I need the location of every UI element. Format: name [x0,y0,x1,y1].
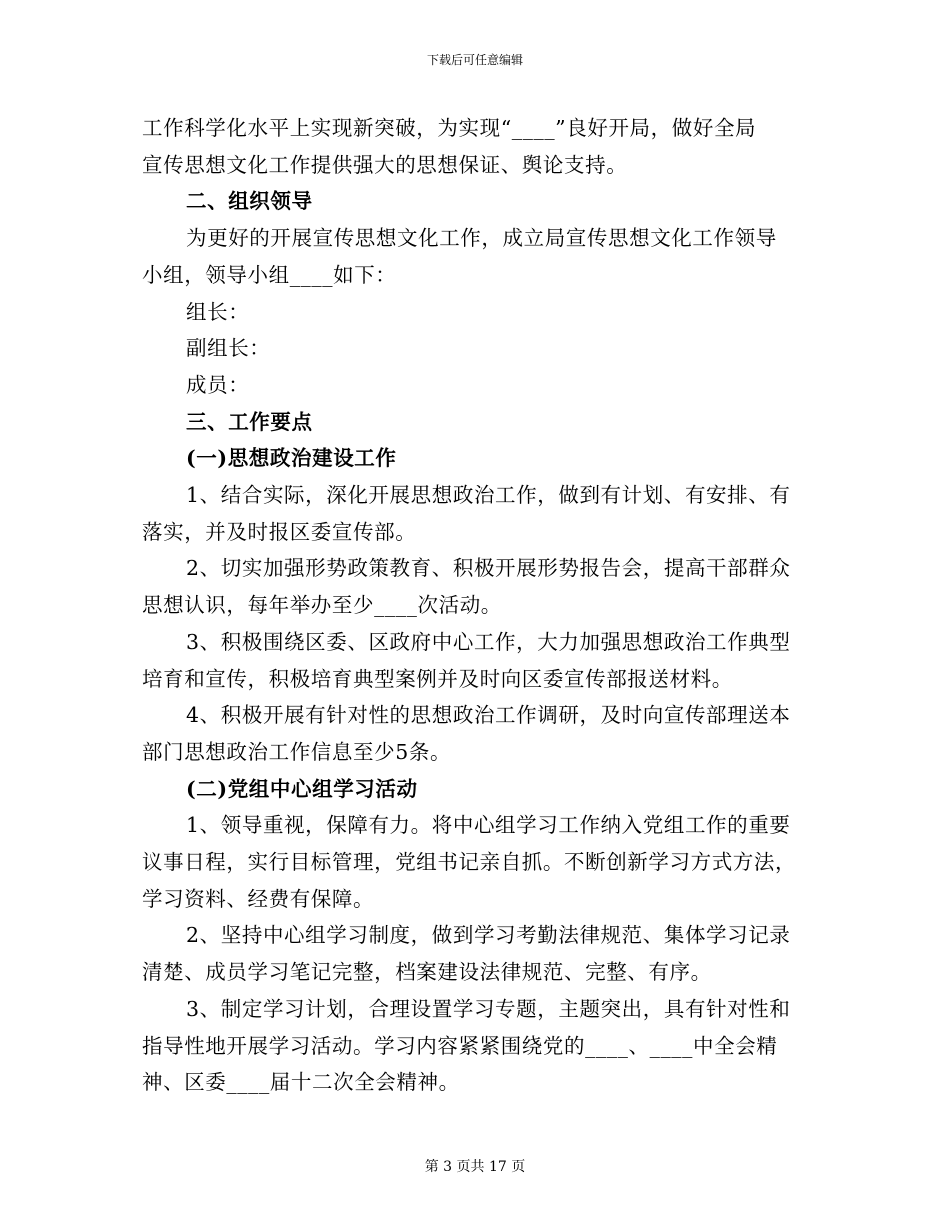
page-number-footer: 第 3 页共 17 页 [424,1159,526,1175]
paragraph-line: 为更好的开展宣传思想文化工作，成立局宣传思想文化工作领导 [186,226,777,251]
members-line: 成员： [186,372,250,397]
paragraph-line: 1、结合实际，深化开展思想政治工作，做到有计划、有安排、有 [186,483,791,508]
paragraph-line: 工作科学化水平上实现新突破，为实现“____”良好开局，做好全局 [142,116,757,140]
paragraph-line: 部门思想政治工作信息至少5条。 [142,739,452,764]
section-heading: 二、组织领导 [186,189,313,214]
paragraph-line: 3、制定学习计划，合理设置学习专题，主题突出，具有针对性和 [186,996,791,1021]
deputy-leader-line: 副组长： [186,336,271,361]
document-body [142,110,812,1101]
paragraph-line: 神、区委____届十二次全会精神。 [142,1070,460,1095]
paragraph-line: 宣传思想文化工作提供强大的思想保证、舆论支持。 [142,152,628,177]
paragraph-line: 落实，并及时报区委宣传部。 [142,519,417,544]
group-leader-line: 组长： [186,299,250,324]
paragraph-line: 议事日程，实行目标管理，党组书记亲自抓。不断创新学习方式方法， [142,850,797,875]
paragraph-line: 思想认识，每年举办至少____次活动。 [142,593,502,618]
paragraph-line: 4、积极开展有针对性的思想政治工作调研，及时向宣传部理送本 [186,703,791,728]
paragraph-line: 小组，领导小组____如下： [142,262,397,287]
paragraph-line: 2、切实加强形势政策教育、积极开展形势报告会，提高干部群众 [186,556,791,581]
section-heading: 三、工作要点 [186,409,313,434]
subsection-heading: (一)思想政治建设工作 [186,446,397,471]
paragraph-line: 指导性地开展学习活动。学习内容紧紧围绕党的____、____中全会精 [142,1033,778,1058]
paragraph-line: 清楚、成员学习笔记完整，档案建设法律规范、完整、有序。 [142,960,712,985]
paragraph-line: 培育和宣传，积极培育典型案例并及时向区委宣传部报送材料。 [142,666,733,691]
subsection-heading: (二)党组中心组学习活动 [186,776,418,801]
paragraph-line: 2、坚持中心组学习制度，做到学习考勤法律规范、集体学习记录 [186,923,791,948]
paragraph-line: 学习资料、经费有保障。 [142,886,375,911]
paragraph-line: 3、积极围绕区委、区政府中心工作，大力加强思想政治工作典型 [186,629,791,654]
paragraph-line: 1、领导重视，保障有力。将中心组学习工作纳入党组工作的重要 [186,813,791,838]
page-header: 下载后可任意编辑 [426,53,523,67]
